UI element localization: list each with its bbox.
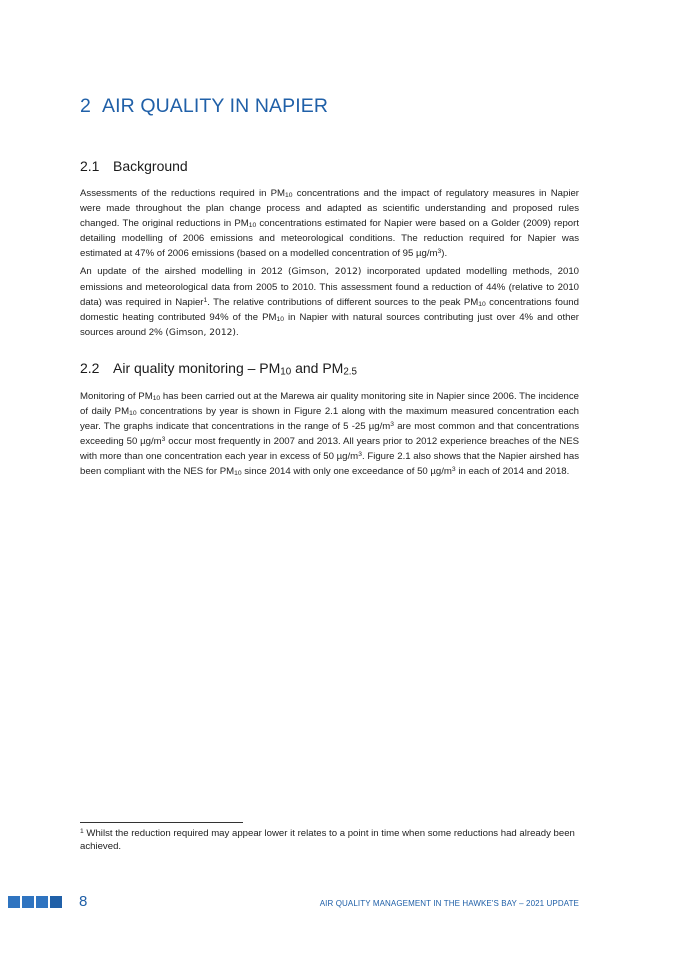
superscript: 3 xyxy=(437,247,442,255)
text-run: concentrations and the impact of regulatory measures in Napier were made throughout the plan change process and adapted as scientific understanding and proposed rules changed. The original reductions in PM xyxy=(80,188,580,229)
paragraph-monitoring-1 xyxy=(80,389,579,479)
footnote-reference[interactable]: 1 xyxy=(203,296,208,304)
chapter-number: 2 xyxy=(80,95,91,117)
running-footer-title: AIR QUALITY MANAGEMENT IN THE HAWKE'S BAY – 2021 UPDATE xyxy=(319,899,579,908)
citation: (Gimson, 2012) xyxy=(287,267,362,277)
text-run: occur most frequently in 2007 and 2013. All years prior to 2012 experience breaches of the NES with more than one concentration each year in excess of 50 µg/m xyxy=(80,436,579,462)
superscript: 3 xyxy=(451,465,456,473)
subscript: 2.5 xyxy=(343,366,357,378)
text-run: since 2014 with only one exceedance of 50 µg/m xyxy=(241,466,452,477)
chapter-title xyxy=(80,95,328,118)
subscript: 10 xyxy=(280,366,292,378)
paragraph-background-2 xyxy=(80,264,579,341)
brand-square xyxy=(22,896,34,908)
text-run: incorporated updated modelling methods, 2010 emissions and meteorological data from 2005 to 2010. This assessment found a reduction of 44% (relative to 2010 data) was required in Napier xyxy=(80,266,579,308)
section-number: 2.2 xyxy=(80,360,100,376)
text-run: An update of the airshed modelling in 2012 xyxy=(80,266,288,277)
section-title: Background xyxy=(113,158,188,174)
subscript: 10 xyxy=(152,395,161,402)
brand-square xyxy=(8,896,20,908)
text-run: . Figure 2.1 also shows that the Napier airshed has been compliant with the NES for PM xyxy=(80,451,579,477)
text-run: . xyxy=(235,327,239,338)
text-run: ). xyxy=(441,248,448,259)
footer-brand-squares xyxy=(8,896,62,908)
text-run: Monitoring of PM xyxy=(80,391,153,402)
section-title: Air quality monitoring – PM xyxy=(113,360,281,376)
text-run: in Napier with natural sources contributing just over 4% and other sources around 2% xyxy=(80,312,579,338)
superscript: 3 xyxy=(161,435,166,443)
chapter-title-text: AIR QUALITY IN NAPIER xyxy=(102,95,329,117)
text-run: concentrations estimated for Napier were based on a Golder (2009) report detailing modelling of 2006 emissions and meteorological conditions. The reduction required for Napier was estimated at 47% of 2006 emissions (based on a modelled concentration of 95 µg/m xyxy=(80,218,579,259)
section-heading-monitoring xyxy=(80,360,357,376)
section-number: 2.1 xyxy=(80,158,100,174)
footnote-text: Whilst the reduction required may appear lower it relates to a point in time when some reductions had already been achieved. xyxy=(80,828,575,852)
text-run: concentrations by year is shown in Figure 2.1 along with the maximum measured concentration each year. The graphs indicate that concentrations in the range of 5 -25 µg/m xyxy=(80,406,579,432)
section-title: and PM xyxy=(291,360,344,376)
text-run: has been carried out at the Marewa air quality monitoring site in Napier since 2006. The incidence of daily PM xyxy=(80,391,579,417)
superscript: 3 xyxy=(390,420,395,428)
text-run: Assessments of the reductions required in PM xyxy=(80,188,286,199)
footnote-marker: 1 xyxy=(80,827,84,835)
text-run: in each of 2014 and 2018. xyxy=(455,466,570,477)
footnote xyxy=(80,827,579,853)
section-heading-background xyxy=(80,158,188,174)
footnote-divider xyxy=(80,822,243,823)
subscript: 10 xyxy=(276,316,284,323)
superscript: 3 xyxy=(358,450,362,458)
text-run: . The relative contributions of different sources to the peak PM xyxy=(207,297,479,308)
text-run: are most common and that concentrations exceeding 50 µg/m xyxy=(80,421,580,447)
paragraph-background-1 xyxy=(80,186,579,261)
subscript: 10 xyxy=(129,410,137,417)
text-run: concentrations found domestic heating contributed 94% of the PM xyxy=(80,297,579,323)
brand-square xyxy=(36,896,48,908)
page-number: 8 xyxy=(79,893,88,910)
subscript: 10 xyxy=(478,301,486,308)
subscript: 10 xyxy=(285,192,293,199)
subscript: 10 xyxy=(234,470,242,477)
citation: (Gimson, 2012) xyxy=(165,328,236,338)
brand-square xyxy=(50,896,62,908)
subscript: 10 xyxy=(248,222,257,229)
